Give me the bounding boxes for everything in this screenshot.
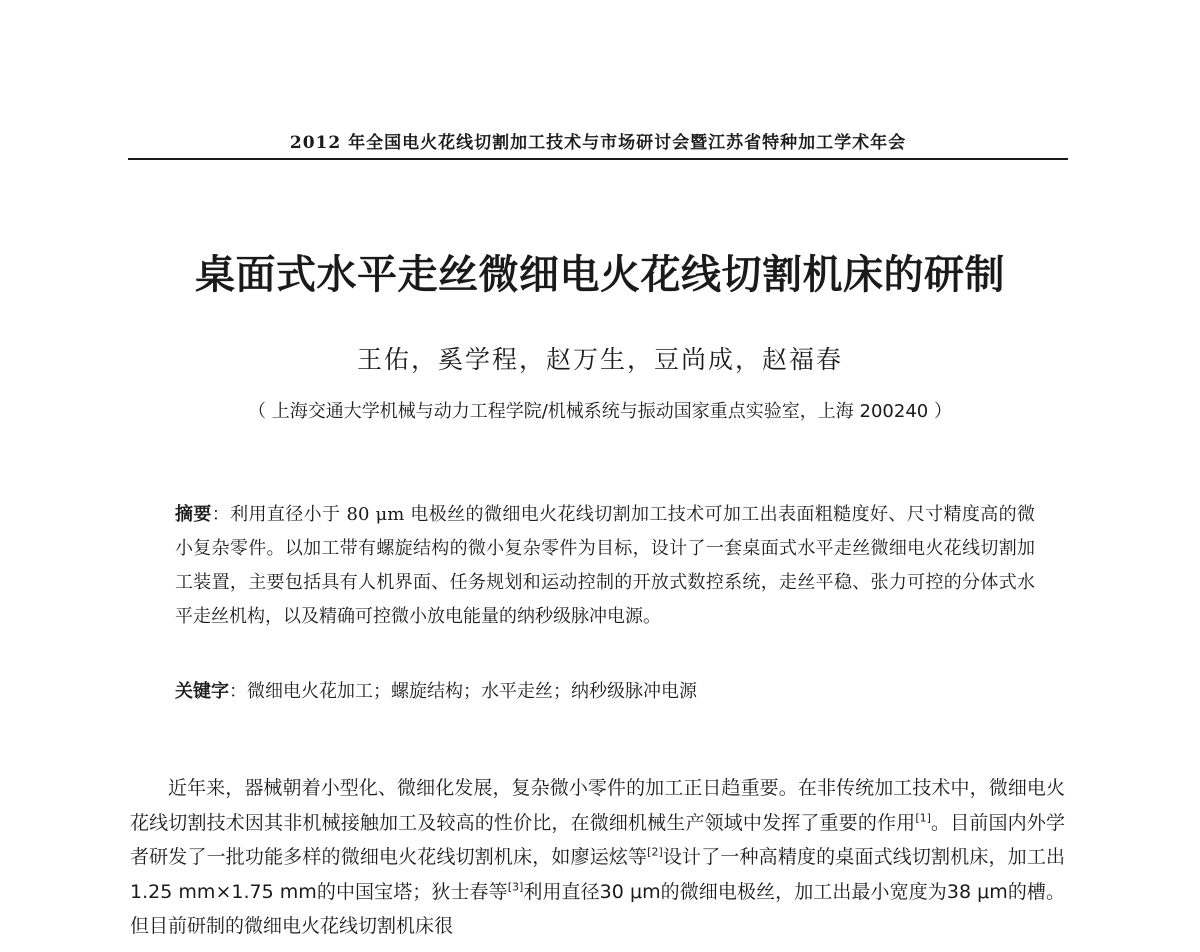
body-segment: 利用直径30 μm的微细电极丝，加工出最小宽度为38 μm的槽。但目前研制的微细电火花线切割机床很: [130, 880, 1065, 937]
authors: 王佑，奚学程，赵万生，豆尚成，赵福春: [356, 345, 843, 374]
conference-header: 2012 年全国电火花线切割加工技术与市场研讨会暨江苏省特种加工学术年会: [289, 133, 907, 153]
citation-ref: [1]: [915, 811, 931, 825]
affiliation: （ 上海交通大学机械与动力工程学院/机械系统与振动国家重点实验室，上海 200240 ）: [248, 401, 952, 422]
keywords-label: 关键字: [175, 681, 229, 702]
body-text: [130, 771, 1065, 944]
citation-ref: [2]: [647, 845, 663, 859]
body-segment: 设计了一种高精度的桌面式线切割机床，加工出1.25 mm×1.75 mm的中国宝塔；狄士春等: [130, 846, 1065, 903]
abstract-text: ：利用直径小于 80 μm 电极丝的微细电火花线切割加工技术可加工出表面粗糙度好、尺寸精度高的微小复杂零件。以加工带有螺旋结构的微小复杂零件为目标，设计了一套桌面式水平走丝微细电火花线切割加工装置，主要包括具有人机界面、任务规划和运动控制的开放式数控系统，走丝平稳、张力可控的分体式水平走丝机构，以及精确可控微小放电能量的纳秒级脉冲电源。: [175, 504, 1035, 627]
keywords-text: ：微细电火花加工；螺旋结构；水平走丝；纳秒级脉冲电源: [229, 681, 697, 702]
citation-ref: [3]: [507, 880, 524, 894]
body-paragraph: [130, 771, 1065, 944]
header-rule: [128, 158, 1068, 160]
paper-title: 桌面式水平走丝微细电火花线切割机床的研制: [195, 252, 1005, 298]
body-segment: 近年来，器械朝着小型化、微细化发展，复杂微小零件的加工正日趋重要。在非传统加工技术中，微细电火花线切割技术因其非机械接触加工及较高的性价比，在微细机械生产领域中发挥了重要的作用: [130, 777, 1065, 834]
abstract-label: 摘要: [175, 504, 212, 525]
abstract: [175, 498, 1035, 634]
keywords: [175, 677, 1035, 707]
body-segment: 。目前国内外学者研发了一批功能多样的微细电火花线切割机床，如廖运炫等: [130, 811, 1065, 868]
